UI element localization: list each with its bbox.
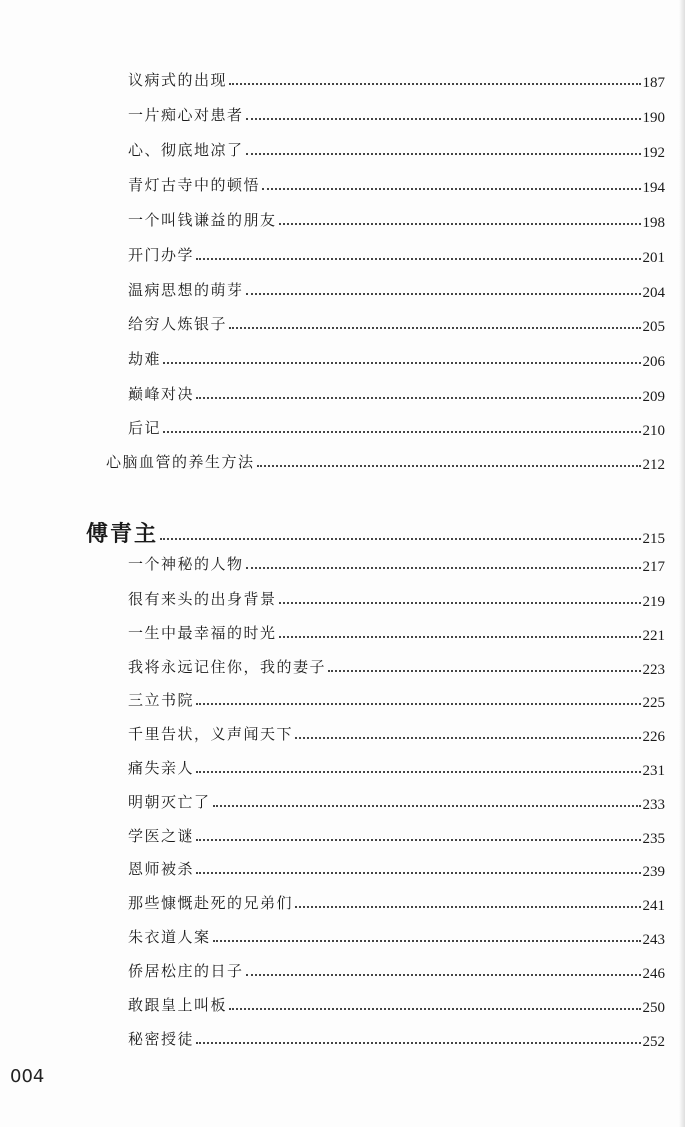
leader-dots	[229, 327, 640, 329]
toc-entry[interactable]	[128, 682, 665, 712]
toc-entry-page: 231	[642, 763, 665, 779]
leader-dots	[257, 465, 641, 467]
toc-entry-title: 一个神秘的人物	[128, 555, 244, 573]
toc-entry-page: 217	[642, 559, 665, 575]
toc-entry-page: 192	[642, 145, 665, 161]
leader-dots	[246, 153, 641, 155]
toc-entry[interactable]	[128, 272, 665, 302]
toc-entry[interactable]	[128, 649, 665, 679]
leader-dots	[196, 771, 640, 773]
toc-entry[interactable]	[128, 306, 665, 336]
leader-dots	[196, 872, 640, 874]
toc-entry-page: 243	[642, 932, 665, 948]
toc-entry-page: 241	[642, 898, 665, 914]
toc-entry-title: 千里告状，义声闻天下	[128, 725, 294, 743]
page-number: 004	[10, 1066, 45, 1087]
toc-entry[interactable]	[128, 919, 665, 949]
toc-entry-title: 痛失亲人	[128, 759, 195, 777]
leader-dots	[246, 118, 641, 120]
leader-dots	[196, 839, 640, 841]
toc-entry-title: 侨居松庄的日子	[128, 962, 244, 980]
toc-entry-page: 204	[642, 285, 665, 301]
leader-dots	[279, 223, 641, 225]
toc-entry[interactable]	[128, 546, 665, 576]
leader-dots	[160, 538, 640, 540]
leader-dots	[328, 670, 640, 672]
toc-entry-title: 巅峰对决	[128, 385, 195, 403]
toc-chapter-title: 心脑血管的养生方法	[106, 453, 255, 471]
toc-part-heading[interactable]	[86, 514, 665, 548]
toc-entry-title: 劫难	[128, 350, 162, 368]
leader-dots	[196, 703, 640, 705]
leader-dots	[196, 1042, 640, 1044]
toc-entry-page: 246	[642, 966, 665, 982]
toc-entry[interactable]	[128, 410, 665, 440]
toc-entry-page: 221	[642, 628, 665, 644]
leader-dots	[279, 636, 641, 638]
toc-entry-title: 议病式的出现	[128, 71, 228, 89]
toc-entry-page: 205	[642, 319, 665, 335]
leader-dots	[246, 974, 641, 976]
toc-entry[interactable]	[128, 167, 665, 197]
toc-entry[interactable]	[128, 987, 665, 1017]
toc-entry-page: 201	[642, 250, 665, 266]
toc-entry-title: 一个叫钱谦益的朋友	[128, 211, 277, 229]
toc-entry[interactable]	[128, 615, 665, 645]
toc-entry-title: 一片痴心对患者	[128, 106, 244, 124]
leader-dots	[295, 737, 640, 739]
leader-dots	[213, 805, 641, 807]
leader-dots	[279, 602, 641, 604]
toc-entry-title: 温病思想的萌芽	[128, 281, 244, 299]
leader-dots	[163, 431, 640, 433]
toc-entry[interactable]	[128, 716, 665, 746]
toc-entry[interactable]	[128, 341, 665, 371]
toc-chapter-entry[interactable]	[106, 444, 665, 474]
toc-entry-title: 三立书院	[128, 691, 195, 709]
toc-entry-title: 很有来头的出身背景	[128, 590, 277, 608]
toc-entry-page: 198	[642, 215, 665, 231]
toc-entry-page: 235	[642, 831, 665, 847]
toc-entry-page: 219	[642, 594, 665, 610]
leader-dots	[246, 293, 641, 295]
toc-entry-title: 那些慷慨赴死的兄弟们	[128, 894, 294, 912]
toc-entry[interactable]	[128, 132, 665, 162]
toc-part-page: 215	[642, 531, 665, 547]
toc-entry-title: 恩师被杀	[128, 860, 195, 878]
toc-entry-title: 开门办学	[128, 246, 195, 264]
toc-entry-title: 秘密授徒	[128, 1030, 195, 1048]
leader-dots	[229, 1008, 640, 1010]
toc-entry-title: 青灯古寺中的顿悟	[128, 176, 261, 194]
leader-dots	[196, 397, 640, 399]
toc-entry[interactable]	[128, 784, 665, 814]
leader-dots	[213, 940, 641, 942]
leader-dots	[262, 188, 640, 190]
toc-entry-title: 明朝灭亡了	[128, 793, 211, 811]
toc-entry[interactable]	[128, 237, 665, 267]
toc-chapter-page: 212	[642, 457, 665, 473]
toc-entry-title: 一生中最幸福的时光	[128, 624, 277, 642]
toc-entry[interactable]	[128, 851, 665, 881]
toc-entry-title: 敢跟皇上叫板	[128, 996, 228, 1014]
leader-dots	[163, 362, 640, 364]
leader-dots	[295, 906, 640, 908]
toc-entry-page: 223	[642, 662, 665, 678]
toc-entry-title: 学医之谜	[128, 827, 195, 845]
toc-entry[interactable]	[128, 1021, 665, 1051]
toc-entry[interactable]	[128, 376, 665, 406]
toc-entry-page: 194	[642, 180, 665, 196]
toc-entry[interactable]	[128, 581, 665, 611]
toc-entry-page: 226	[642, 729, 665, 745]
toc-entry-page: 250	[642, 1000, 665, 1016]
toc-entry-title: 给穷人炼银子	[128, 315, 228, 333]
leader-dots	[246, 567, 641, 569]
leader-dots	[229, 83, 640, 85]
toc-entry[interactable]	[128, 818, 665, 848]
toc-entry-page: 239	[642, 864, 665, 880]
toc-entry-page: 187	[642, 75, 665, 91]
leader-dots	[196, 258, 640, 260]
toc-entry-title: 我将永远记住你，我的妻子	[128, 658, 327, 676]
toc-entry-page: 190	[642, 110, 665, 126]
toc-entry-title: 后记	[128, 419, 162, 437]
toc-entry-title: 心、彻底地凉了	[128, 141, 244, 159]
toc-entry-page: 252	[642, 1034, 665, 1050]
toc-entry-page: 210	[642, 423, 665, 439]
toc-entry[interactable]	[128, 750, 665, 780]
page-edge-shadow	[679, 0, 685, 1127]
toc-part-title: 傅青主	[86, 522, 159, 547]
toc-entry-page: 233	[642, 797, 665, 813]
toc-entry-title: 朱衣道人案	[128, 928, 211, 946]
toc-entry-page: 206	[642, 354, 665, 370]
toc-entry-page: 209	[642, 389, 665, 405]
toc-entry[interactable]	[128, 953, 665, 983]
toc-entry[interactable]	[128, 202, 665, 232]
toc-entry[interactable]	[128, 885, 665, 915]
toc-entry-page: 225	[642, 695, 665, 711]
toc-entry[interactable]	[128, 97, 665, 127]
toc-entry[interactable]	[128, 62, 665, 92]
